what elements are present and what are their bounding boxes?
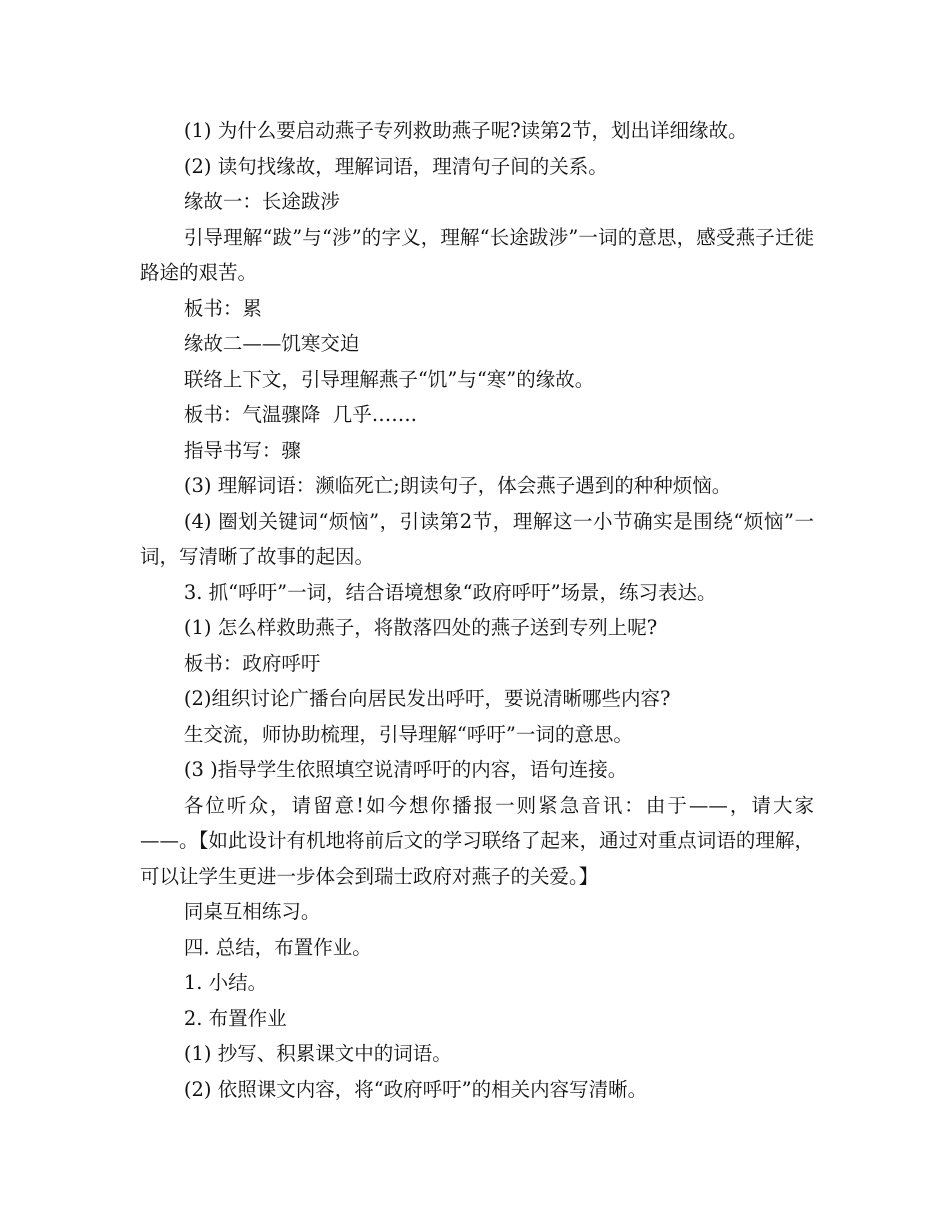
paragraph: 同桌互相练习。 — [183, 900, 321, 923]
paragraph: (3) 理解词语：濒临死亡;朗读句子，体会燕子遇到的种种烦恼。 — [183, 474, 732, 497]
paragraph: (3 )指导学生依照填空说清呼吁的内容，语句连接。 — [183, 758, 628, 781]
paragraph: (1) 怎么样救助燕子，将散落四处的燕子送到专列上呢? — [183, 616, 658, 639]
document-page — [140, 113, 814, 1107]
paragraph: 缘故二——饥寒交迫 — [183, 332, 360, 355]
paragraph: 引导理解“跋”与“涉”的字义，理解“长途跋涉”一词的意思，感受燕子迁徙路途的艰苦。 — [140, 225, 814, 284]
paragraph: 板书：气温骤降 几乎……. — [183, 403, 417, 426]
paragraph: 联络上下文，引导理解燕子“饥”与“寒”的缘故。 — [183, 367, 595, 391]
paragraph: (2) 依照课文内容，将“政府呼吁”的相关内容写清晰。 — [183, 1077, 648, 1101]
paragraph: 四. 总结，布置作业。 — [183, 935, 372, 959]
paragraph: 生交流，师协助梳理，引导理解“呼吁”一词的意思。 — [183, 722, 633, 746]
paragraph: 指导书写：骤 — [183, 438, 301, 462]
paragraph: (1) 为什么要启动燕子专列救助燕子呢?读第2节，划出详细缘故。 — [183, 119, 748, 142]
paragraph: 2. 布置作业 — [183, 1006, 287, 1030]
paragraph: (4) 圈划关键词“烦恼”，引读第2节，理解这一小节确实是围绕“烦恼”一词，写清晰了故事的起因。 — [140, 509, 814, 568]
paragraph: 3. 抓“呼吁”一词，结合语境想象“政府呼吁”场景，练习表达。 — [183, 580, 717, 604]
paragraph: 板书：政府呼吁 — [183, 651, 321, 675]
paragraph: 板书：累 — [183, 296, 262, 320]
paragraph: (2) 读句找缘故，理解词语，理清句子间的关系。 — [183, 154, 608, 178]
paragraph: (2)组织讨论广播台向居民发出呼吁，要说清晰哪些内容? — [183, 687, 671, 710]
paragraph: 缘故一：长途跋涉 — [183, 190, 340, 213]
paragraph: 各位听众，请留意!如今想你播报一则紧急音讯：由于——，请大家——。【如此设计有机地将前后文的学习联络了起来，通过对重点词语的理解，可以让学生更进一步体会到瑞士政府对燕子的关爱。】 — [140, 793, 814, 888]
paragraph: (1) 抄写、积累课文中的词语。 — [183, 1042, 452, 1065]
paragraph: 1. 小结。 — [183, 971, 268, 994]
